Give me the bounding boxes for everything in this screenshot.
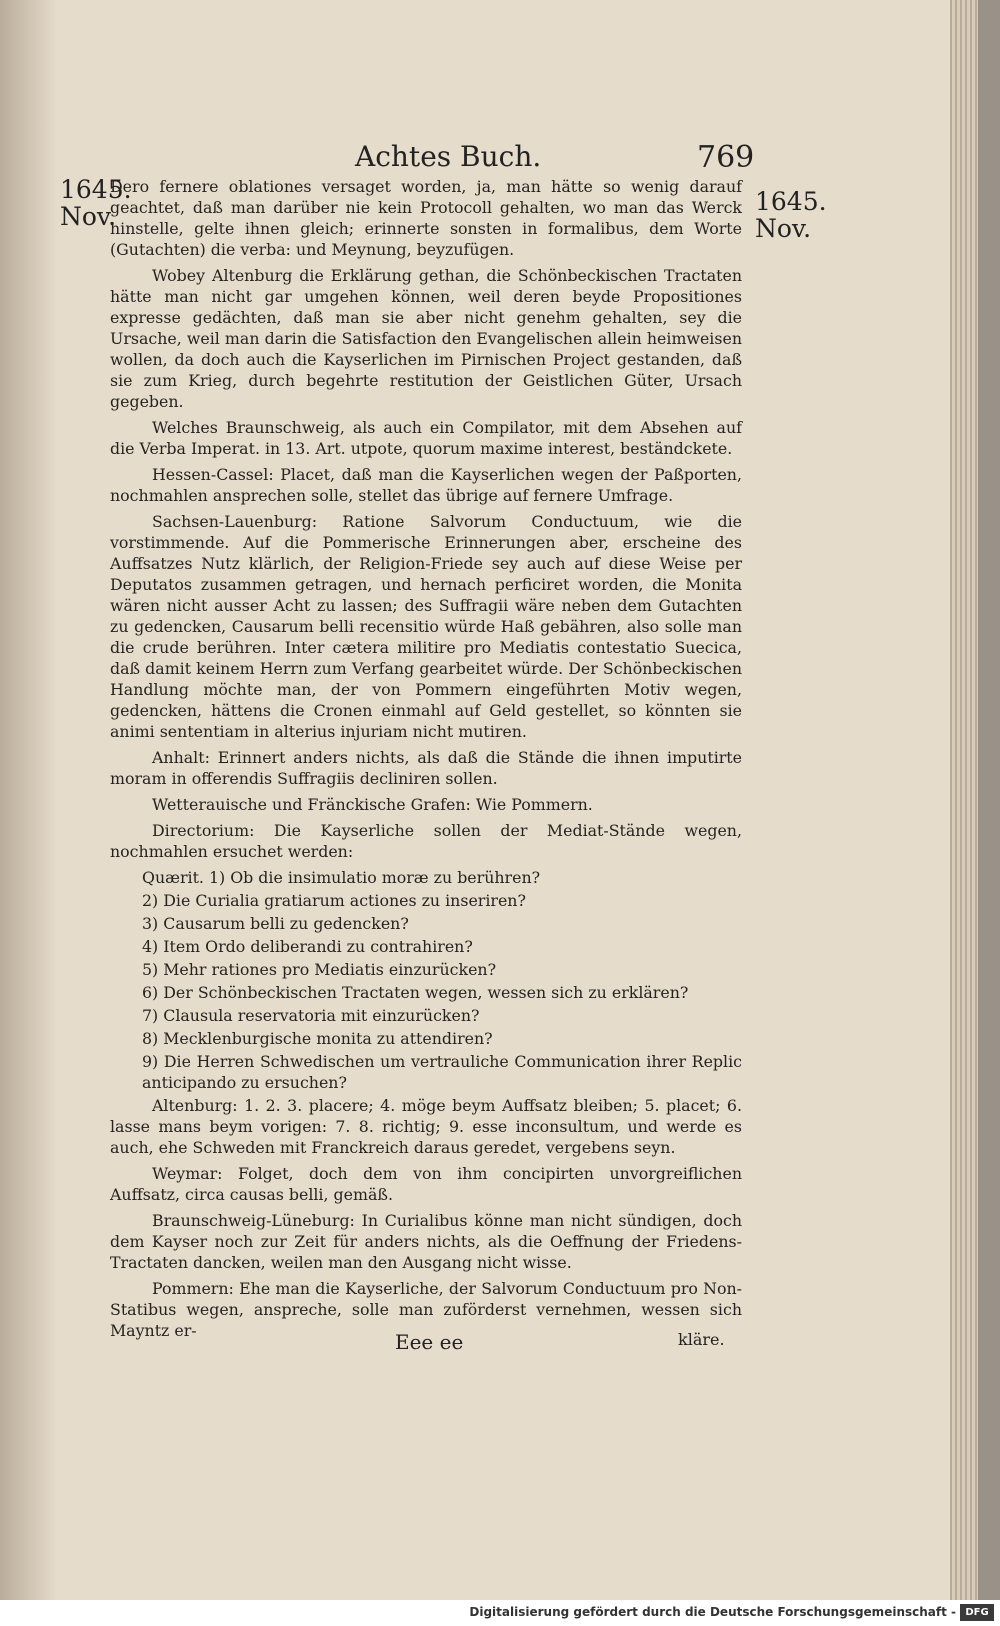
paragraph: Wobey Altenburg die Erklärung gethan, die Schönbeckischen Tractaten hätte man nicht gar umgehen können, weil deren beyde Propositiones expresse gedächten, daß man sie aber nicht genehm gehalten, sey die Ursache, weil man darin die Satisfaction den Evangelischen allein heimweisen wollen, da doch auch die Kayserlichen im Pirnischen Project gestanden, daß sie zum Krieg, durch begehrte restitution der Geistlichen Güter, Ursach gegeben. <box>110 266 742 411</box>
list-item: 4) Item Ordo deliberandi zu contrahiren? <box>142 937 473 956</box>
margin-month: Nov. <box>60 202 117 231</box>
page-number: 769 <box>697 140 755 175</box>
paragraph: Wetterauische und Fränckische Grafen: Wie Pommern. <box>152 795 593 814</box>
paragraph: Weymar: Folget, doch dem von ihm concipirten unvorgreiflichen Auffsatz, circa causas belli, gemäß. <box>110 1164 742 1204</box>
list-item: 8) Mecklenburgische monita zu attendiren? <box>142 1029 493 1048</box>
margin-note-right <box>755 187 827 243</box>
list-item: 7) Clausula reservatoria mit einzurücken? <box>142 1006 480 1025</box>
page-gutter <box>0 0 58 1600</box>
list-item: 2) Die Curialia gratiarum actiones zu inseriren? <box>142 891 526 910</box>
dfg-logo-icon: DFG <box>960 1604 994 1621</box>
margin-month: Nov. <box>755 214 812 243</box>
footer-bar <box>0 1600 1000 1626</box>
margin-year: 1645. <box>755 187 827 216</box>
list-item: 6) Der Schönbeckischen Tractaten wegen, wessen sich zu erklären? <box>142 983 689 1002</box>
paragraph: Altenburg: 1. 2. 3. placere; 4. möge beym Auffsatz bleiben; 5. placet; 6. lasse mans beym vorigen: 7. 8. richtig; 9. esse inconsultum, und werde es auch, ehe Schweden mit Franckreich daraus geredet, vergebens seyn. <box>110 1096 742 1157</box>
page-edges <box>950 0 978 1600</box>
question-list <box>142 867 742 1093</box>
paragraph: Welches Braunschweig, als auch ein Compilator, mit dem Absehen auf die Verba Imperat. in 13. Art. utpote, quorum maxime interest, beständckete. <box>110 418 742 458</box>
funding-notice: Digitalisierung gefördert durch die Deutsche Forschungsgemeinschaft - <box>469 1605 956 1619</box>
running-head: Achtes Buch. <box>355 140 542 173</box>
list-item: 5) Mehr rationes pro Mediatis einzurücken? <box>142 960 497 979</box>
paragraph: Dero fernere oblationes versaget worden, ja, man hätte so wenig darauf geachtet, daß man darüber nie kein Protocoll gehalten, wo man das Werck hinstelle, gelte ihnen gleich; erinnerte sonsten in formalibus, dem Worte (Gutachten) die verba: und Meynung, beyzufügen. <box>110 177 742 259</box>
catchword: kläre. <box>678 1330 725 1349</box>
list-item: Quærit. 1) Ob die insimulatio moræ zu berühren? <box>142 868 541 887</box>
paragraph: Sachsen-Lauenburg: Ratione Salvorum Conductuum, wie die vorstimmende. Auf die Pommerische Erinnerungen aber, erscheine des Auffsatzes Nutz klärlich, der Religion-Friede sey auch auf diese Weise per Deputatos zusammen getragen, und hernach perficiret worden, die Monita wären nicht ausser Acht zu lassen; des Suffragii wäre neben dem Gutachten zu gedencken, Causarum belli recensitio würde Haß gebähren, also solle man die crude berühren. Inter cætera militire pro Mediatis contestatio Suecica, daß damit keinem Herrn zum Verfang gearbeitet würde. Der Schönbeckischen Handlung möchte man, der von Pommern eingeführten Motiv wegen, gedencken, hättens die Cronen einmahl auf Geld gestellet, so könnten sie animi sententiam in alterius injuriam nicht mutiren. <box>110 512 742 741</box>
paragraph: Pommern: Ehe man die Kayserliche, der Salvorum Conductuum pro Non-Statibus wegen, anspreche, solle man zuförderst vernehmen, wessen sich Mayntz er- <box>110 1279 742 1340</box>
list-item: 3) Causarum belli zu gedencken? <box>142 914 409 933</box>
paragraph: Braunschweig-Lüneburg: In Curialibus könne man nicht sündigen, doch dem Kayser noch zur Zeit für anders nichts, als die Oeffnung der Friedens-Tractaten dancken, weilen man den Ausgang nicht wisse. <box>110 1211 742 1272</box>
signature-mark: Eee ee <box>395 1330 464 1354</box>
margin-year: 1645. <box>60 175 132 204</box>
paragraph: Directorium: Die Kayserliche sollen der Mediat-Stände wegen, nochmahlen ersuchet werden: <box>110 821 742 861</box>
paragraph: Anhalt: Erinnert anders nichts, als daß die Stände die ihnen imputirte moram in offerendis Suffragiis decliniren sollen. <box>110 748 742 788</box>
paragraph: Hessen-Cassel: Placet, daß man die Kayserlichen wegen der Paßporten, nochmahlen ansprechen solle, stellet das übrige auf fernere Umfrage. <box>110 465 742 505</box>
list-item: 9) Die Herren Schwedischen um vertrauliche Communication ihrer Replic anticipando zu ersuchen? <box>142 1052 742 1092</box>
